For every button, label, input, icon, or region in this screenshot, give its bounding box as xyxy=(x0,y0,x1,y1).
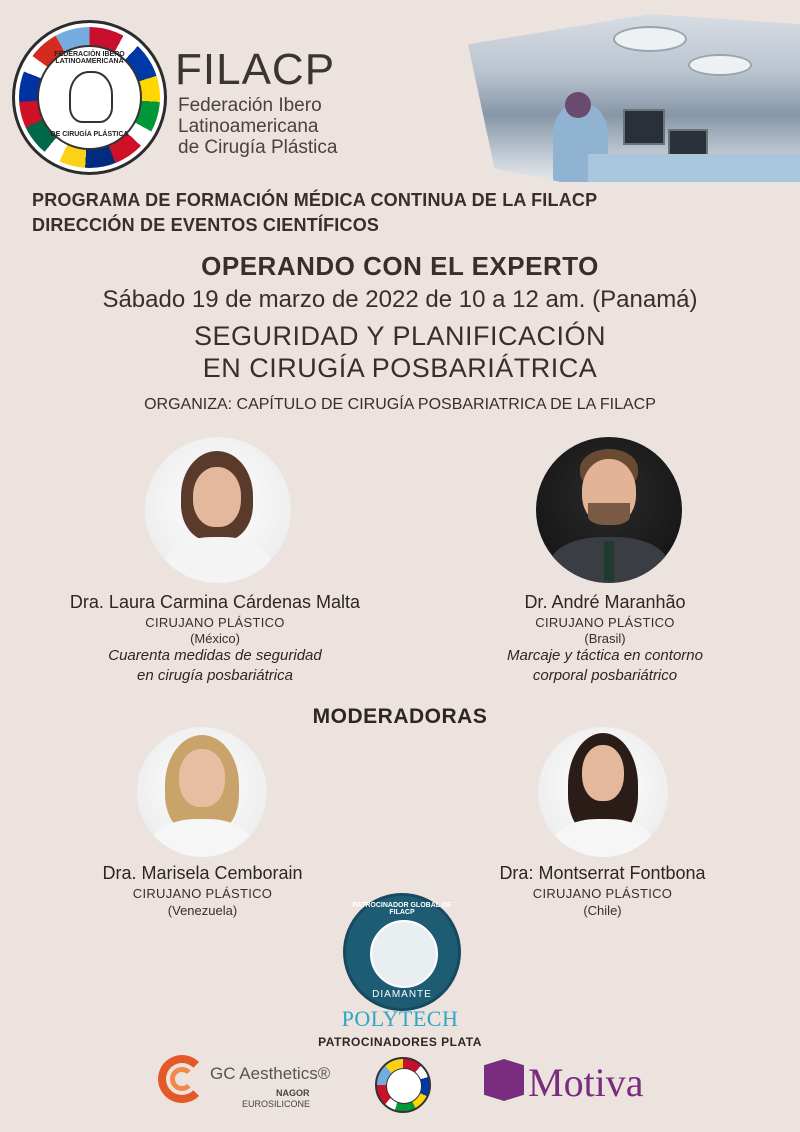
surgical-lamp xyxy=(688,54,752,76)
filacp-mini-logo xyxy=(375,1057,431,1113)
speaker-1-country: (México) xyxy=(190,631,240,646)
moderator-2-photo xyxy=(538,727,668,857)
organizer: ORGANIZA: CAPÍTULO DE CIRUGÍA POSBARIATRICA DE LA FILACP xyxy=(144,396,656,413)
topic-line-1: SEGURIDAD Y PLANIFICACIÓN xyxy=(193,321,607,351)
filacp-logo xyxy=(12,20,167,175)
event-date: Sábado 19 de marzo de 2022 de 10 a 12 am. (Panamá) xyxy=(102,286,698,313)
silver-sponsors-heading: PATROCINADORES PLATA xyxy=(318,1035,482,1049)
surgical-drape xyxy=(588,154,800,182)
bust-icon xyxy=(69,71,113,123)
brand-name: FILACP xyxy=(175,45,336,94)
speaker-1-info xyxy=(20,592,410,686)
logo-bottom-text: DE CIRUGÍA PLÁSTICA xyxy=(50,131,129,138)
seal-ring-text: PATROCINADOR GLOBAL DE FILACP xyxy=(352,902,452,916)
moderator-2-country: (Chile) xyxy=(583,903,622,918)
global-sponsor-seal xyxy=(343,893,461,1011)
brand-subtitle xyxy=(178,95,458,158)
event-topic xyxy=(0,320,800,384)
program-line-1: PROGRAMA DE FORMACIÓN MÉDICA CONTINUA DE LA FILACP xyxy=(32,190,598,210)
moderators-heading: MODERADORAS xyxy=(312,705,488,728)
speaker-1-photo xyxy=(145,437,291,583)
monitor xyxy=(623,109,665,145)
eurosilicone-label: EUROSILICONE xyxy=(242,1099,311,1109)
monitor xyxy=(668,129,708,157)
seal-level: DIAMANTE xyxy=(372,989,432,1000)
speaker-2-talk-1: Marcaje y táctica en contorno xyxy=(507,647,703,664)
motiva-logo: Motiva xyxy=(528,1060,644,1105)
nagor-label: NAGOR xyxy=(276,1088,310,1098)
moderator-2-role: CIRUJANO PLÁSTICO xyxy=(532,886,673,901)
speaker-2-name: Dr. André Maranhão xyxy=(524,592,686,612)
moderator-1-photo xyxy=(137,727,267,857)
gc-aesthetics-name: GC Aesthetics® xyxy=(210,1064,331,1083)
speaker-1-role: CIRUJANO PLÁSTICO xyxy=(145,615,285,630)
speaker-2-talk-2: corporal posbariátrico xyxy=(532,667,678,684)
logo-top-text: FEDERACIÓN IBERO LATINOAMERICANA xyxy=(54,51,125,65)
topic-line-2: EN CIRUGÍA POSBARIÁTRICA xyxy=(202,353,598,383)
brand-sub-line-2: de Cirugía Plástica xyxy=(178,137,338,158)
operating-room-photo xyxy=(468,14,800,182)
moderator-2-name: Dra: Montserrat Fontbona xyxy=(499,863,706,883)
event-title: OPERANDO CON EL EXPERTO xyxy=(201,251,599,281)
moderator-1-info xyxy=(5,863,400,918)
speaker-1-talk-1: Cuarenta medidas de seguridad xyxy=(108,647,322,664)
program-line-2: DIRECCIÓN DE EVENTOS CIENTÍFICOS xyxy=(32,215,380,235)
speaker-2-info xyxy=(410,592,800,686)
surgical-lamp xyxy=(613,26,687,52)
motiva-mark xyxy=(484,1059,524,1101)
logo-emblem xyxy=(37,45,142,150)
seal-emblem xyxy=(370,920,438,988)
speaker-2-country: (Brasil) xyxy=(584,631,626,646)
speaker-1-name: Dra. Laura Carmina Cárdenas Malta xyxy=(69,592,361,612)
speaker-2-photo xyxy=(536,437,682,583)
polytech-logo: POLYTECH xyxy=(341,1006,459,1031)
surgeon-head xyxy=(565,92,591,118)
moderator-2-info xyxy=(405,863,800,918)
speaker-1-talk-2: en cirugía posbariátrica xyxy=(137,667,293,684)
moderator-1-role: CIRUJANO PLÁSTICO xyxy=(132,886,273,901)
brand-sub-line-1: Federación Ibero Latinoamericana xyxy=(178,95,322,137)
gc-aesthetics-mark-inner xyxy=(170,1067,194,1091)
moderator-1-name: Dra. Marisela Cemborain xyxy=(102,863,303,883)
speaker-2-role: CIRUJANO PLÁSTICO xyxy=(535,615,675,630)
moderator-1-country: (Venezuela) xyxy=(167,903,238,918)
